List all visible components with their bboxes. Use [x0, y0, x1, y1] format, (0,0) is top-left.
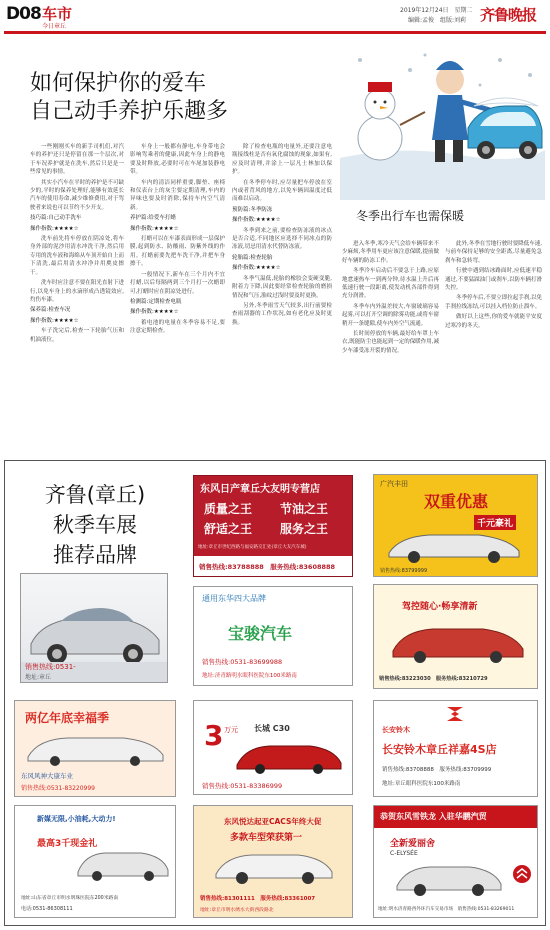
ad7-price-unit: 万元: [224, 726, 238, 734]
ad1-phone: 销售热线:0531-: [25, 663, 76, 671]
article-paragraph: 除了检查电瓶的电量外,还要注意电瓶接线柱是否有氧化腐蚀的现象,如果有,应及时清理,并涂上一层凡士林加以保护。: [232, 144, 332, 176]
article-paragraph: 洗车前先将车停放在阴凉处,将车身外部的泥沙用清水冲洗干净,然后用专用的洗车液和海绵从车顶开始自上而下清洗,最后用清水冲净并用麂皮擦干。: [30, 236, 124, 276]
page-header: [0, 0, 550, 30]
ad2-title: 东风日产章丘大友明专营店: [200, 484, 320, 495]
ad-fengshen-dealer[interactable]: [14, 700, 176, 797]
article-subheading: 操作指数:★★★★☆: [30, 225, 79, 232]
suzuki-logo-icon: [444, 705, 466, 723]
article-subheading: 技巧篇:自己动手洗车: [30, 215, 82, 222]
ad4-phone: 销售热线:0531-83699988: [202, 658, 283, 666]
article-paragraph: 冬季到来之前,要检查防冻液的冰点是否合适,不同地区应选择不同冰点的防冻液,切忌用清水代替防冻液。: [232, 227, 332, 251]
ad11-model: 全新爱丽舍: [390, 839, 436, 849]
article-paragraph: 冬季停车后,不要立即拉起手刹,以免手刹拉线冻结,可以挂入档位防止溜车。: [445, 295, 542, 310]
article-paragraph: 此外,冬季在雪地行驶时要降低车速,与前车保持足够的安全距离,尽量避免急刹车和急转弯。: [445, 241, 542, 264]
ad-greatwall-c30[interactable]: [193, 700, 353, 795]
article-paragraph: 蓄电池的电量在冬季容易不足,要注意定期检查。: [130, 319, 225, 335]
section-subtitle: 今日章丘: [42, 23, 67, 30]
ad10-title: 东风悦达起亚CACS年终大促: [224, 817, 322, 826]
article-paragraph: 冬季冷车启动后不要急于上路,应原地怠速热车一到两分钟,待水温上升后再低速行驶一段距离,使发动机各部件得到充分润滑。: [342, 268, 439, 300]
ad-nissan-dealer[interactable]: [193, 475, 353, 577]
ad9-offer: 最高3千现金礼: [37, 839, 98, 849]
ad9-car-image: [75, 846, 171, 882]
article-paragraph: 进入冬季,寒冷天气会给车辆带来不少麻烦,冬季用车更应该注意保暖,提前做好车辆的防冻工作。: [342, 241, 439, 264]
ad-title-line-2: 秋季车展: [53, 513, 137, 537]
article-paragraph: 做好以上这些,你的爱车就能平安度过寒冷的冬天。: [445, 314, 542, 329]
article-subheading: 操作指数:★★★★☆: [232, 265, 281, 272]
ad6-title: 两亿年底幸福季: [25, 711, 110, 725]
ad-section-title: [20, 480, 170, 570]
snow-car-illustration: [340, 40, 545, 200]
article-paragraph: 一般情况下,新车在三个月内不宜打蜡,以后每隔两到三个月打一次蜡即可,打蜡时应在阴凉处进行。: [130, 271, 225, 295]
ad9-title: 新媒无限,小油耗,大动力!: [37, 815, 116, 823]
ad4-address: 地址:济青路明水眼科医院东100米路南: [202, 673, 297, 679]
ad2-phone: 销售热线:83788888 服务热线:83608888: [199, 563, 336, 571]
ad6-dealer: 东风风神大康车业: [21, 772, 73, 780]
article-subheading: 检测篇:定期检查电瓶: [130, 298, 182, 305]
article-column-2: [130, 143, 225, 338]
article-paragraph: 洗车时应注意不要在阳光直射下进行,以免车身上的水滴形成凸透镜效应,灼伤车漆。: [30, 280, 124, 303]
article-subheading: 操作指数:★★★★☆: [30, 317, 79, 324]
ad-citroen-dealer[interactable]: [373, 805, 538, 918]
article-paragraph: 其实小汽车在平时的养护是不可缺少的,平时的保养处理好,能够有效延长汽车的使用寿命,减少维修费用,对于驾驶者来说也可以节约不少开支。: [30, 179, 124, 211]
ad-car-dealer-5[interactable]: [373, 584, 538, 689]
ad-baojun-dealer[interactable]: [193, 586, 353, 686]
section-number: D08: [6, 4, 41, 24]
ad5-car-image: [388, 619, 528, 663]
ad2-slogan-2: 节油之王: [280, 502, 329, 516]
ad8-phone: 销售热线:83708888 服务热线:83709999: [382, 767, 492, 773]
headline-line-1: 如何保护你的爱车: [30, 71, 207, 96]
ad5-phone: 销售热线:83223030 服务热线:83210729: [379, 676, 488, 682]
ad10-sub: 多款车型荣获第一: [230, 833, 303, 843]
ad6-car-image: [23, 731, 169, 767]
ad7-phone: 销售热线:0531-83386999: [202, 782, 283, 790]
article-paragraph: 车子洗完后,检查一下轮胎气压和机油液位。: [30, 328, 124, 343]
ad3-car-image: [384, 527, 524, 563]
ad5-slogan: 驾控随心·畅享清新: [402, 602, 478, 612]
article-column-3: [232, 143, 332, 329]
article-column-4: [342, 240, 439, 357]
ad11-car-image: [394, 858, 504, 898]
article-subheading: 预防篇:冬季防冻: [232, 206, 273, 213]
headline-line-2: 自己动手养护乐趣多: [30, 99, 229, 124]
article-subheading: 操作指数:★★★★☆: [130, 309, 179, 316]
ad-gac-toyota[interactable]: [373, 474, 538, 577]
article-column-5: [445, 240, 542, 332]
ad7-model: 长城 C30: [254, 724, 290, 733]
issue-date: 2019年12月24日 星期二: [400, 7, 473, 14]
article-paragraph: 车内的清洁同样重要,脚垫、座椅和仪表台上的灰尘要定期清理,车内的异味也要及时消除,保持车内空气清新。: [130, 179, 225, 211]
article-paragraph: 另外,冬季雨雪天气较多,出行前要检查雨刮器的工作状况,如有老化应及时更换。: [232, 302, 332, 326]
ad8-address: 地址:章丘眼科医院东100米路南: [382, 781, 461, 787]
ad2-slogan-4: 服务之王: [280, 522, 329, 536]
article-subheading: 养护篇:给爱车打蜡: [130, 215, 176, 222]
article-paragraph: 车身上一般都有静电,车身带电会影响驾乘者的健康,因此车身上的静电要及时释放,必要时可在车尾加装静电带。: [130, 144, 225, 176]
article-subheading: 保养篇:检查车况: [30, 307, 71, 314]
article-paragraph: 冬季气温低,轮胎的橡胶会变硬变脆,附着力下降,因此要经常检查轮胎的磨损情况和气压,胎纹过浅时要及时更换。: [232, 275, 332, 299]
article-paragraph: 在冬季停车时,应尽量把车停放在室内或者背风的地方,以免车辆因温度过低而难以启动。: [232, 179, 332, 203]
ad10-phone: 销售热线:81301111 服务热线:83361007: [200, 896, 316, 902]
section-name: 车市: [42, 5, 73, 23]
ad3-phone: 销售热线:83799999: [380, 568, 428, 574]
header-rule: [4, 31, 546, 34]
ad11-model-en: C-ELYSÉE: [390, 850, 418, 857]
ad-title-line-3: 推荐品牌: [53, 543, 137, 567]
ad2-address: 地址:章丘市世纪西路与福安路交汇处(章丘大友汽车城): [198, 545, 307, 550]
ad-kia-dealer[interactable]: [193, 805, 353, 918]
ad8-title: 长安铃木章丘祥嘉4S店: [382, 743, 497, 756]
article-column-1: [30, 143, 124, 346]
ad4-top: 通用东华四大品牌: [202, 594, 266, 603]
article-paragraph: 一些刚刚买车的新手司机们,对汽车的养护还只是停留在那一个层次,对于车况养护就是在洗车,然后只是是一些常见的事情。: [30, 144, 124, 176]
ad2-slogan-1: 质量之王: [204, 502, 253, 516]
article-paragraph: 行驶中遇到结冰路面时,应低速平稳通过,不要猛踩油门或刹车,以防车辆打滑失控。: [445, 268, 542, 292]
ad2-slogan-3: 舒适之王: [204, 522, 253, 536]
newspaper-logo: 齐鲁晚报: [480, 6, 537, 24]
ad1-address: 地址:章丘: [25, 674, 52, 681]
ad-changan-suzuki[interactable]: [373, 700, 538, 797]
article-headline: [30, 70, 228, 126]
article-subheading: 操作指数:★★★★☆: [232, 217, 281, 224]
article-subheading: 操作指数:★★★★☆: [130, 225, 179, 232]
article-paragraph: 冬季车内外温差较大,车窗玻璃容易起雾,可以打开空调的除雾功能,或将车窗稍开一条缝隙,使车内外空气流通。: [342, 303, 439, 327]
ad11-title: 恭贺东风雪铁龙 入驻华鹏汽贸: [380, 812, 487, 821]
editor-credit: 编辑:孟俊 组版:刘莉: [408, 17, 467, 24]
article-paragraph: 打蜡可以在车漆表面形成一层保护膜,起到防水、防酸雨、防紫外线的作用。打蜡前要先把车洗干净,并把车身擦干。: [130, 236, 225, 268]
ad11-address: 地址:明水济青路西外环汽车交易市场 销售热线:0531-83269011: [378, 907, 515, 912]
ad4-brand: 宝骏汽车: [228, 624, 293, 643]
ad3-brand: 广汽丰田: [380, 480, 408, 488]
ad-title-line-1: 齐鲁(章丘): [44, 483, 146, 507]
citroen-logo-icon: [512, 864, 532, 884]
ad-car-dealer-9[interactable]: [14, 805, 176, 918]
ad-car-dealer-1[interactable]: [20, 573, 168, 683]
article-subhead: 冬季出行车也需保暖: [356, 209, 465, 223]
ad10-address: 地址:章丘市明水绣水大街西段路北: [200, 908, 274, 913]
ad3-headline: 双重优惠: [424, 492, 489, 511]
ad7-car-image: [234, 739, 344, 775]
ad9-address: 地址:山东省章丘市明水明珠医院东200米路南: [21, 896, 119, 901]
ad6-phone: 销售热线:0531-83220999: [21, 785, 95, 792]
ad9-phone: 电话:0531-86308111: [21, 906, 73, 912]
ad3-gift: 千元豪礼: [474, 515, 516, 530]
ad10-car-image: [212, 846, 336, 886]
article-paragraph: 长时间停放的车辆,最好给车罩上车衣,既能防尘也能起到一定的保暖作用,减少车漆受冻开裂的情况。: [342, 331, 439, 354]
ad7-price: 3: [204, 719, 224, 752]
article-subheading: 轮胎篇:检查轮胎: [232, 254, 273, 261]
ad8-brand: 长安铃木: [382, 726, 410, 734]
